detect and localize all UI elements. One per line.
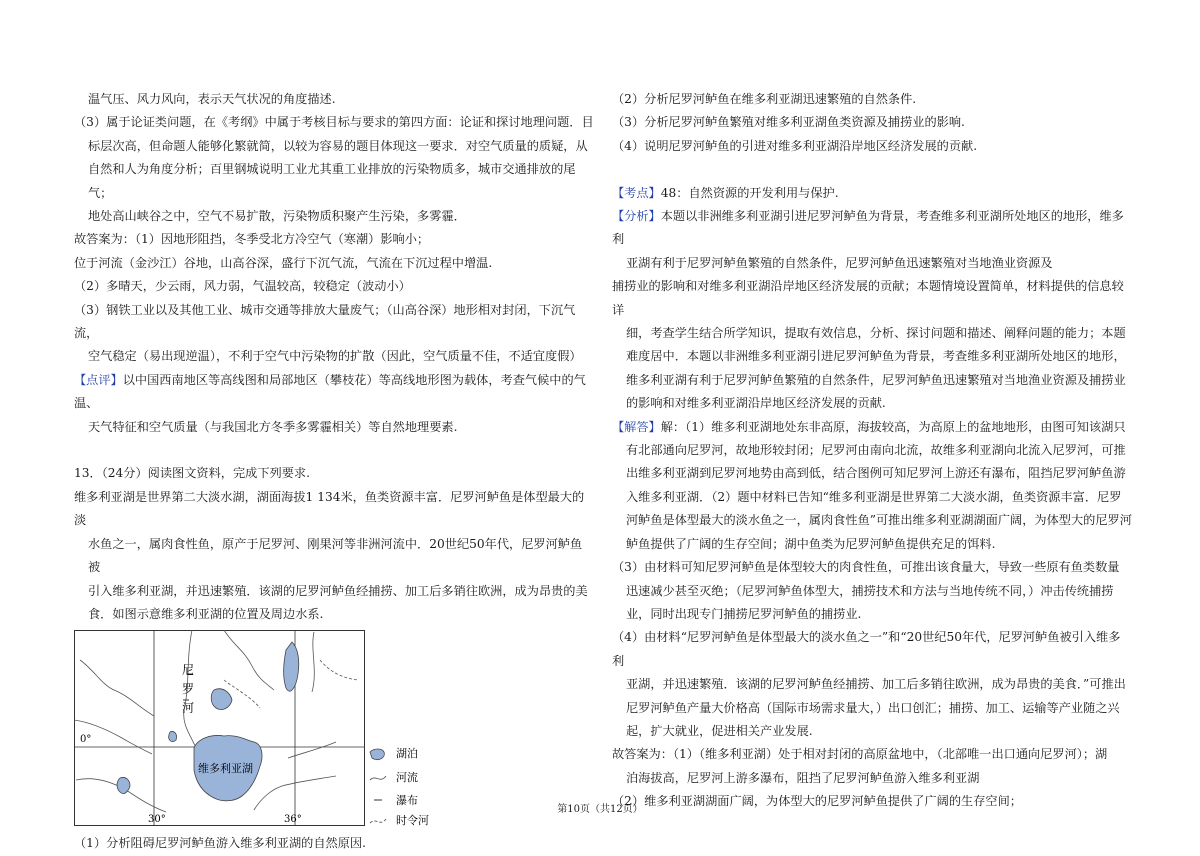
right-column [612,88,1132,814]
comment-text: 以中国西南地区等高线图和局部地区（攀枝花）等高线地形图为载体，考查气候中的气温、 [74,372,586,411]
text-line: 温气压、风力风向，表示天气状况的角度描述. [88,92,336,106]
text-line: 河鲈鱼是体型最大的淡水鱼之一，属肉食性鱼”可推出维多利亚湖湖面广阔，为体型大的尼罗河 [626,513,1132,528]
answer-line: 故答案为：（1）（维多利亚湖）处于相对封闭的高原盆地中，（北部唯一出口通向尼罗河）；湖 [612,747,1108,762]
text-line: （2）多晴天，少云雨，风力弱，气温较高，较稳定（波动小） [74,279,411,294]
sub-question: （3）分析尼罗河鲈鱼繁殖对维多利亚湖鱼类资源及捕捞业的影响. [612,115,965,130]
solution-text: 解：（1）维多利亚湖地处东非高原，海拔较高，为高原上的盆地地形，由图可知该湖只 [660,419,1126,434]
analysis-text: 本题以非洲维多利亚湖引进尼罗河鲈鱼为背景，考查维多利亚湖所处地区的地形，维多利 [612,209,1124,247]
solution-tag: 【解答】 [612,419,661,434]
text-line: 亚湖有利于尼罗河鲈鱼繁殖的自然条件，尼罗河鲈鱼迅速繁殖对当地渔业资源及 [626,255,1053,270]
question-title: 13．（24分）阅读图文资料，完成下列要求. [74,466,310,481]
text-line: 泊海拔高，尼罗河上游多瀑布，阻挡了尼罗河鲈鱼游入维多利亚湖 [626,770,980,785]
legend-lake-icon [370,749,384,760]
text-line: 的影响和对维多利亚湖沿岸地区经济发展的贡献. [626,396,886,411]
legend-river-icon [370,776,386,780]
analysis-line [612,205,1132,252]
legend-seasonal-river-icon [370,819,386,823]
text-line: 业，同时出现专门捕捞尼罗河鲈鱼的捕捞业. [626,606,862,621]
page-footer: 第10页（共12页） [557,804,643,815]
text-line: 尼罗河鲈鱼产量大价格高（国际市场需求量大，）出口创汇；捕捞、加工、运输等产业随之兴 [626,700,1120,715]
text-line: 出维多利亚湖到尼罗河地势由高到低，结合图例可知尼罗河上游还有瀑布，阻挡尼罗河鲈鱼游 [626,466,1126,481]
legend-waterfall-label: 瀑布 [396,794,418,808]
text-line: 空气稳定（易出现逆温），不利于空气中污染物的扩散（因此，空气质量不佳，不适宜度假） [88,349,582,364]
analysis-tag: 【分析】 [612,209,661,224]
knowledge-point-tag: 【考点】 [612,185,661,200]
text-line: 难度居中．本题以非洲维多利亚湖引进尼罗河鲈鱼为背景，考查维多利亚湖所处地区的地形， [626,349,1126,364]
sub-question: （2）分析尼罗河鲈鱼在维多利亚湖迅速繁殖的自然条件. [612,92,917,106]
text-line: 食．如图示意维多利亚湖的位置及周边水系. [88,606,324,621]
sub-question: （1）分析阻碍尼罗河鲈鱼游入维多利亚湖的自然原因. [74,836,366,851]
sub-question: （4）说明尼罗河鲈鱼的引进对维多利亚湖沿岸地区经济发展的贡献. [612,138,978,153]
text-line: 标层次高，但命题人能够化繁就简，以较为容易的题目体现这一要求．对空气质量的质疑，从 [88,138,588,153]
text-line: 起，扩大就业，促进相关产业发展. [626,723,813,738]
legend-river-label: 河流 [396,771,418,785]
lake-victoria-map [74,630,494,826]
text-line: （3）钢铁工业以及其他工业、城市交通等排放大量废气；（山高谷深）地形相对封闭，下沉气流， [74,302,576,341]
equator-label: 0° [80,734,92,746]
text-line: 细，考查学生结合所学知识，提取有效信息，分析、探讨问题和描述、阐释问题的能力；本题 [626,326,1126,341]
text-line: 水鱼之一，属肉食性鱼，原产于尼罗河、刚果河等非洲河流中．20世纪50年代，尼罗河鲈鱼被 [88,536,583,575]
text-line: （3）属于论证类问题，在《考纲》中属于考核目标与要求的第四方面：论证和探讨地理问题．目 [74,115,594,130]
left-column [74,88,594,856]
text-line: 亚湖，并迅速繁殖．该湖的尼罗河鲈鱼经捕捞、加工后多销往欧洲，成为昂贵的美食．”可推出 [626,677,1126,692]
text-line: （2）维多利亚湖湖面广阔，为体型大的尼罗河鲈鱼提供了广阔的生存空间； [612,794,1022,809]
text-line: 地处高山峡谷之中，空气不易扩散，污染物质积聚产生污染，多雾霾． [88,209,466,224]
comment-line [74,369,594,416]
text-line: 入维多利亚湖．（2）题中材料已告知“维多利亚湖是世界第二大淡水湖，鱼类资源丰富．尼罗 [626,489,1122,504]
answer-line: 故答案为：（1）因地形阻挡，冬季受北方冷空气（寒潮）影响小； [74,232,430,247]
lake-small [169,732,177,742]
text-line: 有北部通向尼罗河，故地形较封闭；尼罗河由南向北流，故维多利亚湖向北流入尼罗河，可推 [626,443,1126,458]
river-label-2: 罗 [182,682,195,697]
text-line: （4）由材料“尼罗河鲈鱼是体型最大的淡水鱼之一”和“20世纪50年代，尼罗河鲈鱼被引入维多利 [612,630,1121,668]
text-line: 维多利亚湖有利于尼罗河鲈鱼繁殖的自然条件，尼罗河鲈鱼迅速繁殖对当地渔业资源及捕捞业 [626,372,1126,387]
river-label-1: 尼 [182,663,195,678]
text-line: 捕捞业的影响和对维多利亚湖沿岸地区经济发展的贡献；本题情境设置简单，材料提供的信息较详 [612,279,1124,317]
lake-victoria-label: 维多利亚湖 [198,762,253,776]
map-figure [74,630,494,826]
text-line: （3）由材料可知尼罗河鲈鱼是体型较大的肉食性鱼，可推出该食量大，导致一些原有鱼类数量 [612,560,1120,575]
river-label-3: 河 [182,701,195,716]
text-line: 自然和人为角度分析；百里钢城说明工业尤其重工业排放的污染物质多，城市交通排放的尾气； [88,162,576,200]
lon-36-label: 36° [284,814,302,826]
knowledge-point-text: 48：自然资源的开发利用与保护. [660,185,839,200]
text-line: 鲈鱼提供了广阔的生存空间；湖中鱼类为尼罗河鲈鱼提供充足的饵料. [626,536,996,551]
text-line: 迅速减少甚至灭绝；（尼罗河鲈鱼体型大，捕捞技术和方法与当地传统不同，）冲击传统捕捞 [626,583,1114,598]
comment-tag: 【点评】 [74,372,123,387]
text-line: 维多利亚湖是世界第二大淡水湖，湖面海拔1 134米，鱼类资源丰富．尼罗河鲈鱼是体型最大的淡 [74,489,585,528]
solution-line [612,416,1132,439]
knowledge-point-line [612,182,1132,205]
legend-lake-label: 湖泊 [396,747,418,761]
text-line: 位于河流（金沙江）谷地，山高谷深，盛行下沉气流，气流在下沉过程中增温. [74,255,493,270]
legend-seasonal-river-label: 时令河 [396,814,429,827]
text-line: 引入维多利亚湖，并迅速繁殖．该湖的尼罗河鲈鱼经捕捞、加工后多销往欧洲，成为昂贵的美 [88,583,588,598]
text-line: 天气特征和空气质量（与我国北方冬季多雾霾相关）等自然地理要素. [88,419,458,434]
lon-30-label: 30° [148,814,166,826]
